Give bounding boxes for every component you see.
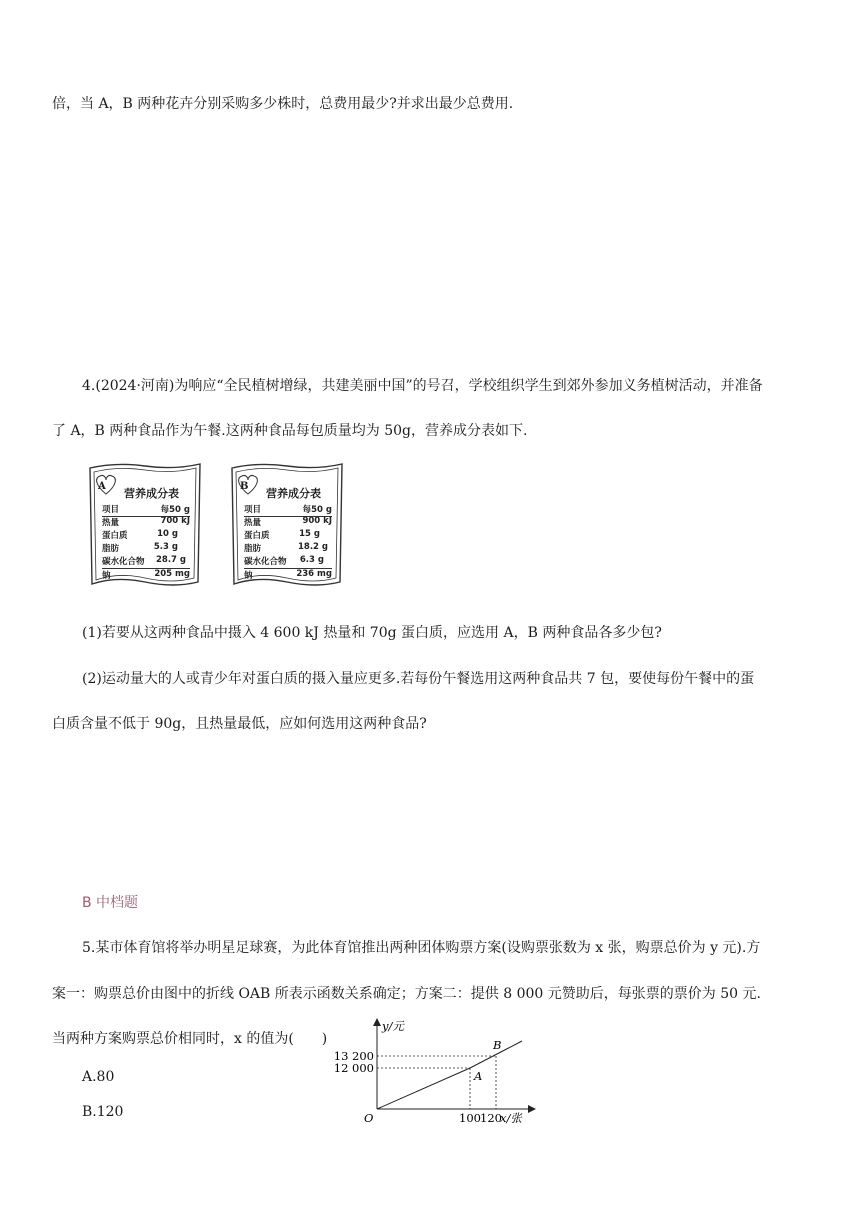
origin-label: O <box>364 1111 374 1125</box>
question-5-line-2: 案一：购票总价由图中的折线 OAB 所表示函数关系确定；方案二：提供 8 000 元赞助后，每张票的票价为 50 元. <box>52 986 761 1002</box>
question-4-part-1: (1)若要从这两种食品中摄入 4 600 kJ 热量和 70g 蛋白质，应选用 A，B 两种食品各多少包? <box>82 625 662 641</box>
card-a-header-item: 项目 <box>102 505 120 515</box>
option-a: A.80 <box>82 1069 115 1085</box>
question-5-line-1: 5.某市体育馆将举办明星足球赛，为此体育馆推出两种团体购票方案(设购票张数为 x 张，购票总价为 y 元).方 <box>82 940 761 956</box>
y-tick-13200: 13 200 <box>333 1049 374 1063</box>
text-line-flowers: 倍，当 A，B 两种花卉分别采购多少株时，总费用最少?并求出最少总费用. <box>52 96 514 112</box>
question-4-line-2: 了 A，B 两种食品作为午餐.这两种食品每包质量均为 50g，营养成分表如下. <box>52 423 528 439</box>
question-5-line-3: 当两种方案购票总价相同时，x 的值为( ) <box>52 1031 328 1047</box>
card-a-table <box>102 503 190 583</box>
table-row: 热量 700 kJ <box>102 516 190 528</box>
table-row: 脂肪 18.2 g <box>244 542 328 554</box>
table-row: 脂肪 5.3 g <box>102 542 178 554</box>
x-axis-label: x/张 <box>500 1111 522 1125</box>
nutrition-card-b <box>228 462 346 588</box>
point-a-label: A <box>474 1069 483 1083</box>
nutrition-card-a <box>86 462 204 588</box>
table-row: 钠 236 mg <box>244 569 332 581</box>
table-row: 蛋白质 10 g <box>102 529 178 541</box>
card-a-letter: A <box>98 481 106 492</box>
card-a-title: 营养成分表 <box>124 487 179 500</box>
question-4-line-1: 4.(2024·河南)为响应“全民植树增绿，共建美丽中国”的号召，学校组织学生到郊外参加义务植树活动，并准备 <box>82 378 763 394</box>
x-tick-120: 120 <box>480 1111 502 1125</box>
question-4-part-2-line-2: 白质含量不低于 90g，且热量最低，应如何选用这两种食品? <box>52 716 427 732</box>
table-row: 钠 205 mg <box>102 569 190 581</box>
card-b-title: 营养成分表 <box>266 487 321 500</box>
table-row: 蛋白质 15 g <box>244 529 320 541</box>
table-row: 碳水化合物 28.7 g <box>102 555 186 567</box>
card-b-table <box>244 503 332 583</box>
option-b: B.120 <box>82 1104 124 1120</box>
function-graph <box>333 1016 550 1128</box>
table-row: 热量 900 kJ <box>244 516 332 528</box>
x-tick-100: 100 <box>459 1111 481 1125</box>
card-a-header-per: 每50 g <box>160 505 190 515</box>
point-b-label: B <box>493 1038 502 1052</box>
question-4-part-2-line-1: (2)运动量大的人或青少年对蛋白质的摄入量应更多.若每份午餐选用这两种食品共 7 包，要使每份午餐中的蛋 <box>82 671 755 687</box>
card-b-letter: B <box>240 481 249 492</box>
y-axis-label: y/元 <box>382 1019 404 1033</box>
card-a-header-row <box>102 503 190 517</box>
card-b-header-item: 项目 <box>244 505 262 515</box>
card-b-header-row <box>244 503 332 517</box>
section-heading-medium: B 中档题 <box>82 895 139 911</box>
y-tick-12000: 12 000 <box>333 1061 374 1075</box>
card-b-header-per: 每50 g <box>302 505 332 515</box>
segment-oa <box>377 1068 470 1109</box>
table-row: 碳水化合物 6.3 g <box>244 555 324 567</box>
